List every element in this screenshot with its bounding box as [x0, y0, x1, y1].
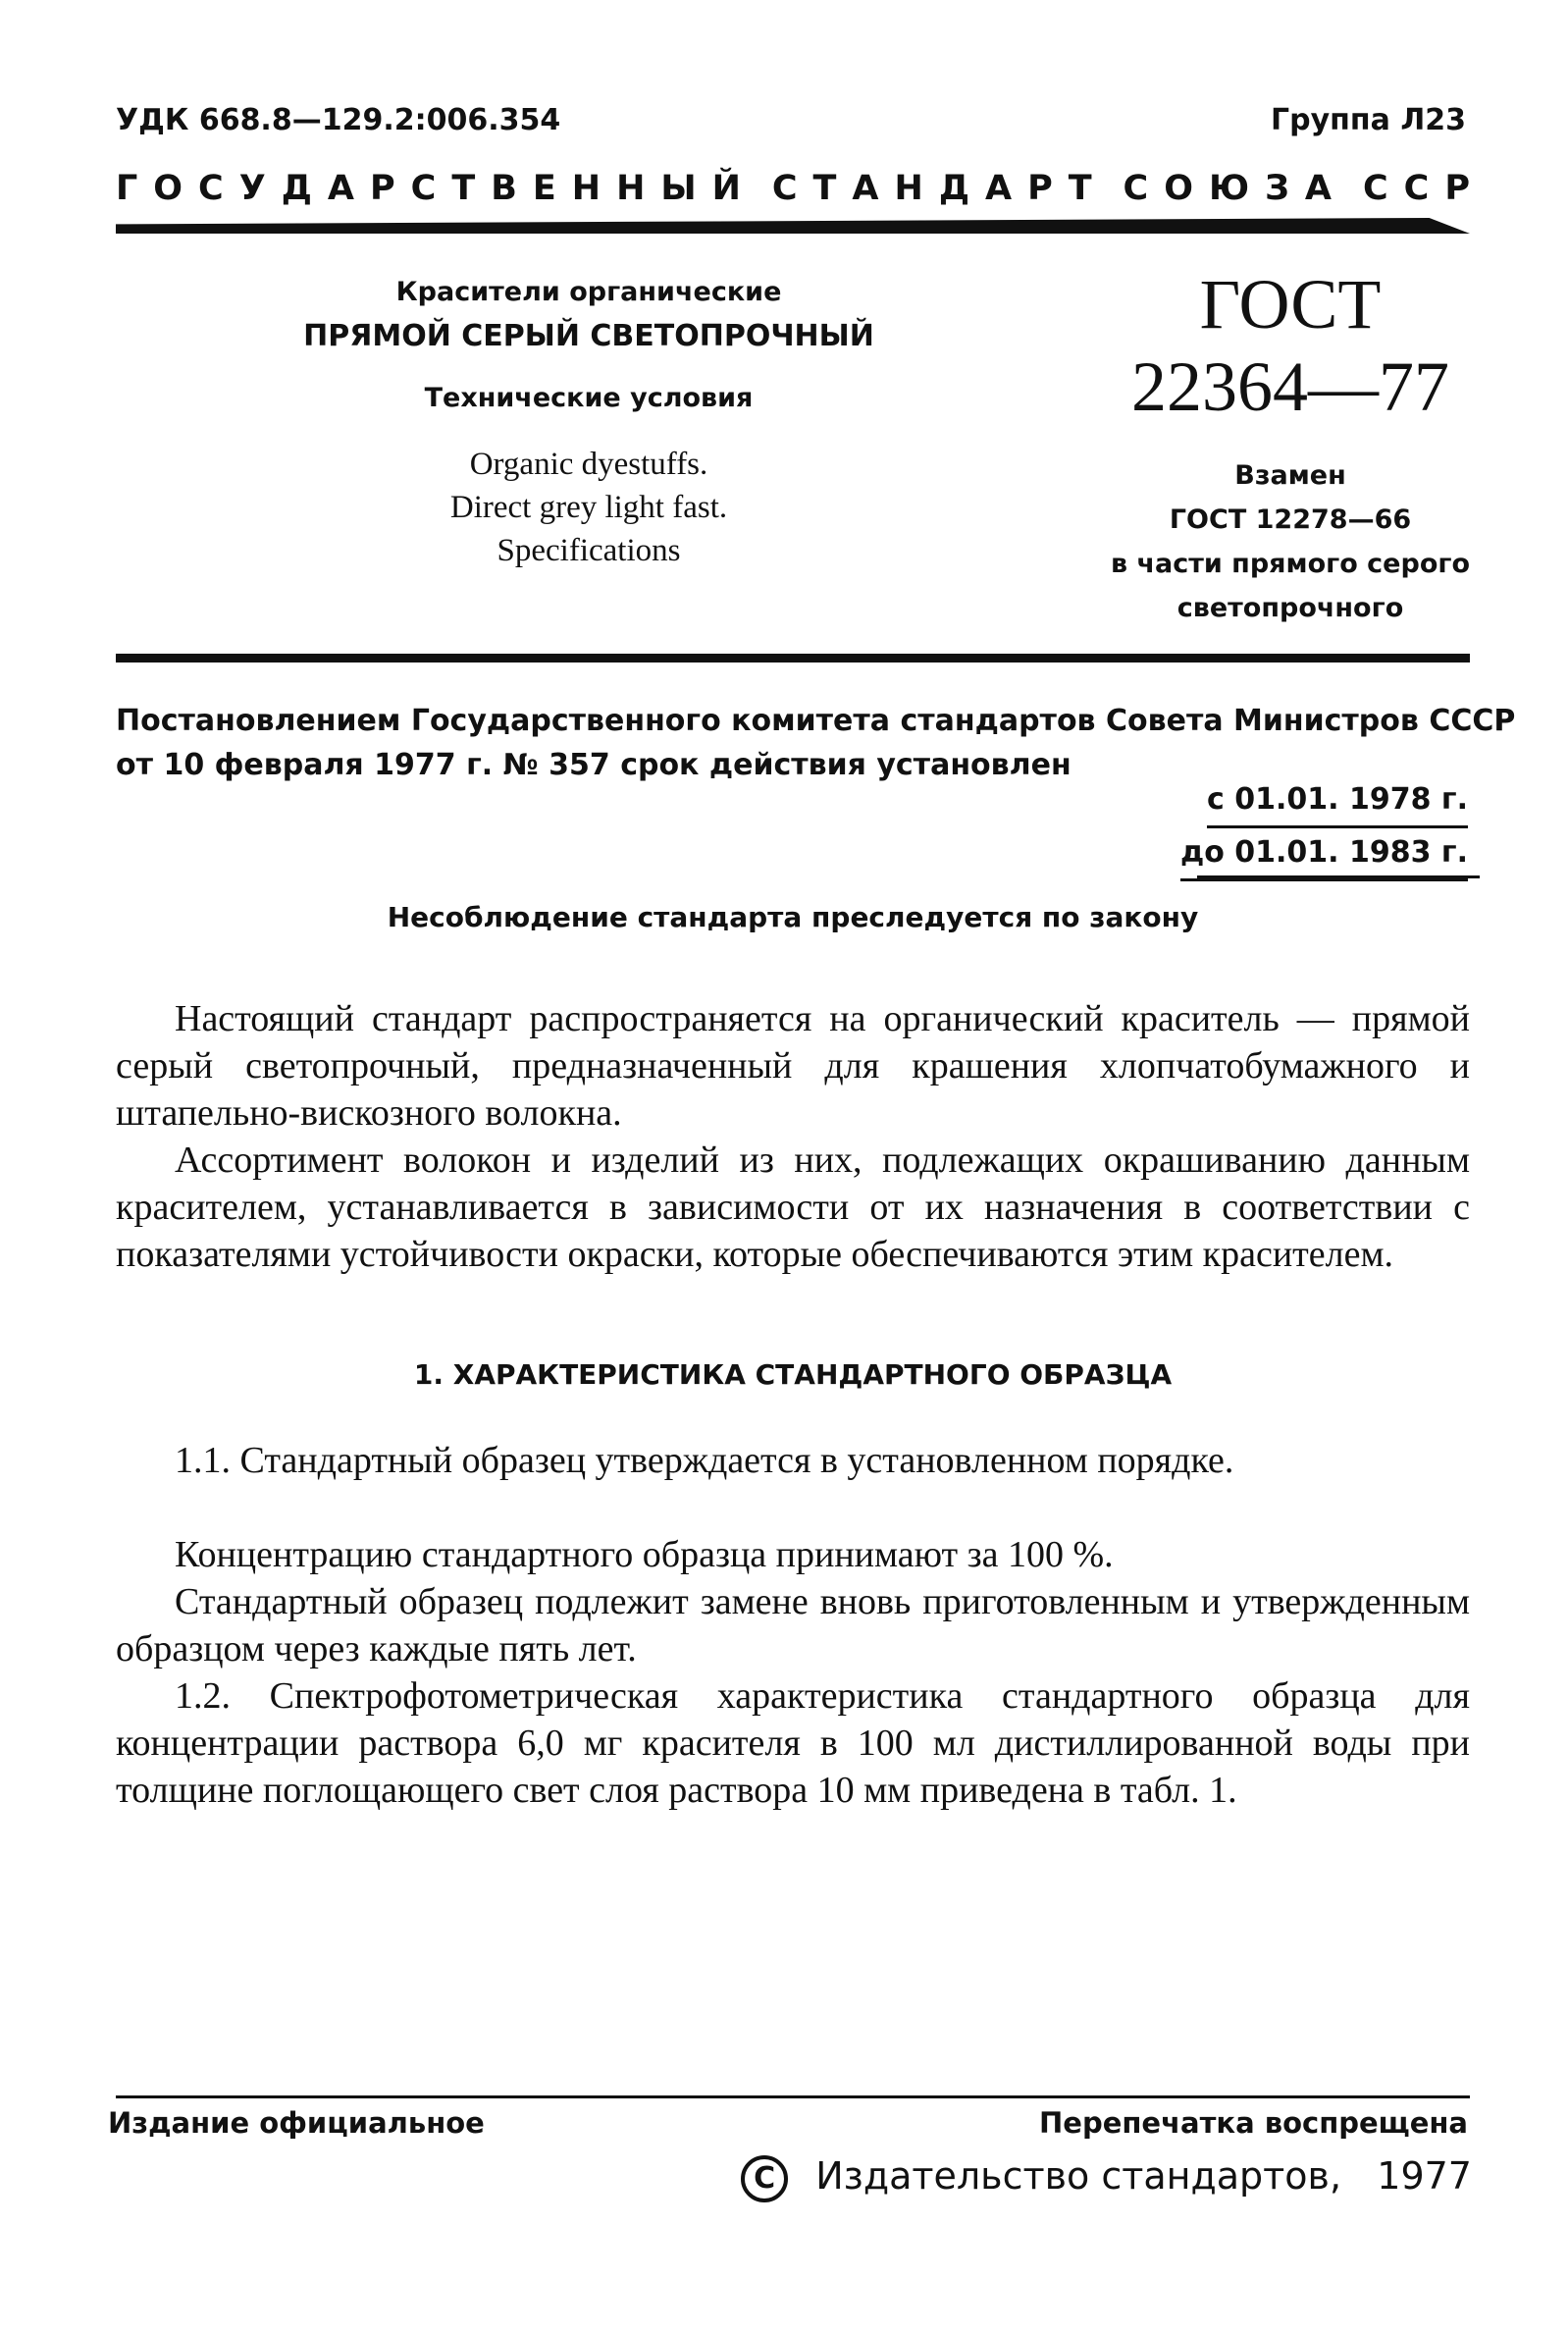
- english-line: Direct grey light fast.: [449, 490, 728, 525]
- publisher: Издательство стандартов,: [815, 2154, 1342, 2198]
- copyright-line: [0, 2154, 1472, 2202]
- replaces-line: светопрочного: [1176, 593, 1404, 623]
- paragraph-1-1-concentration: Концентрацию стандартного образца принимают за 100 %.: [175, 1534, 1114, 1575]
- doc-type: Технические условия: [424, 383, 754, 413]
- state-standard-banner: [116, 169, 1486, 208]
- paragraph-1-1: 1.1. Стандартный образец утверждается в установленном порядке.: [175, 1440, 1234, 1481]
- dates-underline: [1197, 875, 1480, 878]
- gost-block: [1060, 263, 1521, 630]
- banner-word: ССР: [1362, 169, 1486, 208]
- product-name: ПРЯМОЙ СЕРЫЙ СВЕТОПРОЧНЫЙ: [303, 319, 874, 353]
- reprint-prohibited: Перепечатка воспрещена: [1039, 2106, 1468, 2140]
- replaces-line: Взамен: [1234, 460, 1346, 491]
- footer-rule: [116, 2095, 1470, 2098]
- replaces-line: в части прямого серого: [1110, 549, 1471, 579]
- paragraph-scope: Настоящий стандарт распространяется на органический краситель — прямой серый светопрочный, предназначенный для крашения хлопчатобумажного и штапельно-вискозного волокна.: [116, 998, 1470, 1134]
- banner-word: СОЮЗА: [1123, 169, 1348, 208]
- official-edition: Издание официальное: [108, 2106, 485, 2140]
- group-code: Группа Л23: [1271, 103, 1466, 137]
- gost-label: ГОСТ: [1199, 265, 1382, 344]
- legal-notice: Несоблюдение стандарта преследуется по закону: [387, 901, 1199, 933]
- udk-code: УДК 668.8—129.2:006.354: [116, 103, 561, 137]
- decree-line: от 10 февраля 1977 г. № 357 срок действия установлен: [116, 748, 1071, 782]
- banner-word: СТАНДАРТ: [771, 169, 1108, 208]
- paragraph-1-1-replacement: Стандартный образец подлежит замене вновь приготовленным и утвержденным образцом через каждые пять лет.: [116, 1581, 1470, 1670]
- validity-dates: [1180, 775, 1468, 881]
- publication-year: 1977: [1377, 2154, 1472, 2198]
- section-1-heading: 1. ХАРАКТЕРИСТИКА СТАНДАРТНОГО ОБРАЗЦА: [413, 1358, 1173, 1391]
- mid-thick-rule: [116, 654, 1470, 662]
- paragraph-assortment: Ассортимент волокон и изделий из них, подлежащих окрашиванию данным красителем, устанавливается в зависимости от их назначения в соответствии с показателями устойчивости окраски, которые обеспечиваются этим красителем.: [116, 1140, 1470, 1275]
- english-title: [265, 443, 913, 572]
- paragraph-1-2: 1.2. Спектрофотометрическая характеристика стандартного образца для концентрации раствора 6,0 мг красителя в 100 мл дистиллированной воды при толщине поглощающего свет слоя раствора 10 мм приведена в табл. 1.: [116, 1675, 1470, 1811]
- top-thick-rule: [116, 218, 1470, 234]
- date-from: с 01.01. 1978 г.: [1207, 775, 1468, 828]
- decree-line: Постановлением Государственного комитета стандартов Совета Министров СССР: [116, 704, 1516, 738]
- english-line: Organic dyestuffs.: [469, 447, 708, 482]
- banner-word: ГОСУДАРСТВЕННЫЙ: [116, 169, 757, 208]
- date-to: до 01.01. 1983 г.: [1180, 828, 1468, 881]
- dye-category: Красители органические: [395, 277, 782, 307]
- english-line: Specifications: [497, 533, 681, 568]
- replaces-line: ГОСТ 12278—66: [1169, 504, 1412, 535]
- title-block: [265, 277, 913, 572]
- copyright-icon: C: [741, 2155, 788, 2202]
- gost-number: 22364—77: [1131, 347, 1449, 426]
- decree-text: [116, 699, 1516, 787]
